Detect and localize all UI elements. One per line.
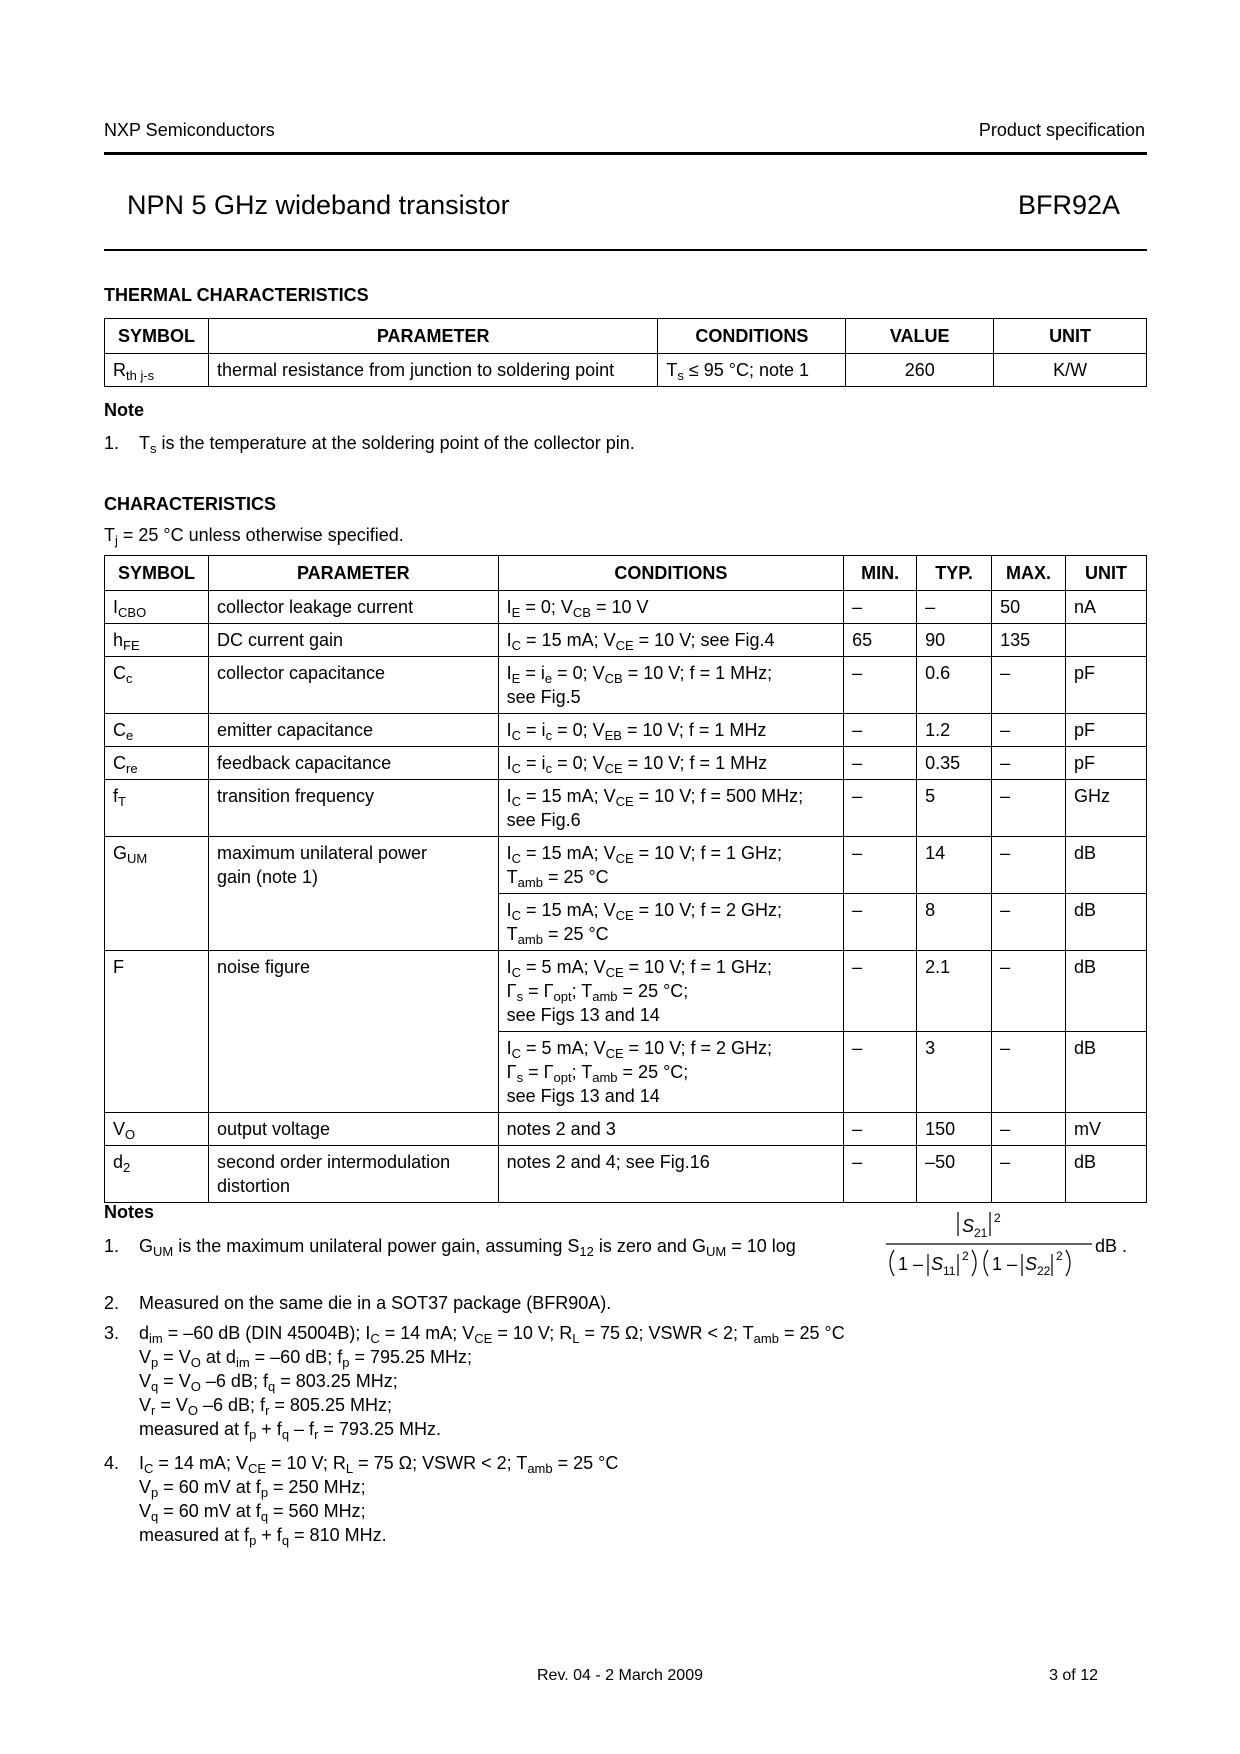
thermal-table	[104, 318, 1147, 387]
table-row-f	[105, 951, 1147, 1032]
symbol-cell: $C_{re}$	[105, 747, 209, 780]
col-unit: UNIT	[994, 319, 1147, 354]
conditions-cell: $I_E = 0$; $V_{CB} = 10$ V	[498, 591, 844, 624]
col-symbol: SYMBOL	[105, 319, 209, 354]
min-cell: –	[844, 780, 917, 837]
svg-text:S: S	[931, 1254, 944, 1274]
notes-heading: Notes	[104, 1202, 155, 1222]
typ-cell: 5	[917, 780, 992, 837]
svg-text:2: 2	[994, 1211, 1001, 1225]
table-row-gum	[105, 837, 1147, 894]
svg-text:S: S	[962, 1216, 975, 1236]
conditions-cell: $I_C = 15$ mA; $V_{CE} = 10$ V; f = 2 GHz; $T_{amb} = 25$ °C	[498, 894, 844, 951]
symbol-cell: F	[105, 951, 209, 1113]
min-cell: –	[844, 1146, 917, 1203]
symbol-cell: $C_e$	[105, 714, 209, 747]
table-row-vo	[105, 1113, 1147, 1146]
characteristics-header-row	[105, 556, 1147, 591]
conditions-cell: $I_E = i_e = 0$; $V_{CB} = 10$ V; f = 1 MHz; see Fig.5	[498, 657, 844, 714]
table-row-cre	[105, 747, 1147, 780]
table-row	[105, 354, 1147, 387]
note-2-text: Measured on the same die in a SOT37 package (BFR90A).	[139, 1293, 612, 1313]
min-cell: –	[844, 747, 917, 780]
typ-cell: 0.6	[917, 657, 992, 714]
max-cell: 135	[992, 624, 1066, 657]
unit-cell: dB	[1066, 837, 1147, 894]
max-cell: –	[992, 1146, 1066, 1203]
typ-cell: 150	[917, 1113, 992, 1146]
col-parameter: PARAMETER	[208, 319, 657, 354]
footer-page-number: 3 of 12	[1049, 1667, 1098, 1684]
note-4-number: 4.	[104, 1453, 120, 1473]
parameter-cell: second order intermodulation distortion	[208, 1146, 498, 1203]
unit-cell: dB	[1066, 1146, 1147, 1203]
min-cell: –	[844, 837, 917, 894]
svg-text:2: 2	[962, 1249, 969, 1263]
min-cell: –	[844, 894, 917, 951]
col-typ: TYP.	[917, 556, 992, 591]
unit-cell: pF	[1066, 657, 1147, 714]
note-1-unit: dB .	[1095, 1236, 1128, 1256]
note-2-number: 2.	[104, 1293, 120, 1313]
min-cell: 65	[844, 624, 917, 657]
thermal-heading: THERMAL CHARACTERISTICS	[104, 285, 369, 305]
conditions-cell: $I_C = 15$ mA; $V_{CE} = 10$ V; see Fig.4	[498, 624, 844, 657]
max-cell: –	[992, 1113, 1066, 1146]
col-min: MIN.	[844, 556, 917, 591]
unit-cell: dB	[1066, 1032, 1147, 1113]
gum-fraction-graphic	[884, 1208, 1124, 1288]
note-1-number: 1.	[104, 1236, 120, 1256]
svg-text:S: S	[1025, 1254, 1038, 1274]
table-row-icbo	[105, 591, 1147, 624]
conditions-cell: notes 2 and 4; see Fig.16	[498, 1146, 844, 1203]
note-3-text: $d_{im} = -60$ dB (DIN 45004B); $I_C = 14$ mA; $V_{CE} = 10$ V; $R_L = 75$ Ω; VSWR < 2; $T_{amb} = 25$ °C $V_p = V_O$ at $d_{im} = -60$ dB; $f_p = 795.25$ MHz; $V_q = V_O$ –6 dB; $f_q = 803.25$ MHz; $V_r = V_O$ –6 dB; $f_r = 805.25$ MHz; measured at $f_p + f_q - f_r = 793.25$ MHz.	[139, 1323, 845, 1442]
title-rule	[104, 249, 1147, 251]
gum-formula	[884, 1208, 1124, 1293]
min-cell: –	[844, 1113, 917, 1146]
table-row-hfe	[105, 624, 1147, 657]
min-cell: –	[844, 714, 917, 747]
note-1-text: $G_{UM}$ is the maximum unilateral power gain, assuming $S_{12}$ is zero and $G_{UM} = 10$ log	[139, 1236, 796, 1259]
thermal-note-number: 1.	[104, 433, 120, 453]
max-cell: –	[992, 747, 1066, 780]
min-cell: –	[844, 591, 917, 624]
unit-cell: mV	[1066, 1113, 1147, 1146]
conditions-cell: $I_C = 15$ mA; $V_{CE} = 10$ V; f = 1 GHz; $T_{amb} = 25$ °C	[498, 837, 844, 894]
thermal-note-text: $T_s$ is the temperature at the soldering point of the collector pin.	[139, 433, 635, 456]
parameter-cell: thermal resistance from junction to soldering point	[208, 354, 657, 387]
col-symbol: SYMBOL	[105, 556, 209, 591]
max-cell: –	[992, 657, 1066, 714]
unit-cell: pF	[1066, 747, 1147, 780]
conditions-cell: $T_s \le 95$ °C; note 1	[658, 354, 846, 387]
header-rule	[104, 152, 1147, 155]
thermal-note-heading: Note	[104, 400, 144, 420]
parameter-cell: collector leakage current	[208, 591, 498, 624]
conditions-cell: notes 2 and 3	[498, 1113, 844, 1146]
unit-cell: pF	[1066, 714, 1147, 747]
typ-cell: 1.2	[917, 714, 992, 747]
note-3-number: 3.	[104, 1323, 120, 1343]
parameter-cell: feedback capacitance	[208, 747, 498, 780]
value-cell: 260	[846, 354, 994, 387]
typ-cell: 0.35	[917, 747, 992, 780]
typ-cell: 3	[917, 1032, 992, 1113]
typ-cell: –	[917, 591, 992, 624]
characteristics-heading: CHARACTERISTICS	[104, 494, 277, 514]
conditions-cell: $I_C = 5$ mA; $V_{CE} = 10$ V; f = 2 GHz; $\Gamma_s = \Gamma_{opt}$; $T_{amb} = 25$ °C; see Figs 13 and 14	[498, 1032, 844, 1113]
conditions-cell: $I_C = i_c = 0$; $V_{CE} = 10$ V; f = 1 MHz	[498, 747, 844, 780]
col-conditions: CONDITIONS	[658, 319, 846, 354]
svg-text:11: 11	[943, 1264, 956, 1278]
characteristics-subtitle: $T_j = 25$ °C unless otherwise specified.	[104, 525, 404, 548]
col-conditions: CONDITIONS	[498, 556, 844, 591]
parameter-cell: emitter capacitance	[208, 714, 498, 747]
conditions-cell: $I_C = i_c = 0$; $V_{EB} = 10$ V; f = 1 MHz	[498, 714, 844, 747]
parameter-cell: maximum unilateral power gain (note 1)	[208, 837, 498, 951]
conditions-cell: $I_C = 5$ mA; $V_{CE} = 10$ V; f = 1 GHz; $\Gamma_s = \Gamma_{opt}$; $T_{amb} = 25$ °C; see Figs 13 and 14	[498, 951, 844, 1032]
col-unit: UNIT	[1066, 556, 1147, 591]
typ-cell: 8	[917, 894, 992, 951]
svg-text:22: 22	[1037, 1264, 1051, 1278]
unit-cell	[1066, 624, 1147, 657]
parameter-cell: collector capacitance	[208, 657, 498, 714]
symbol-cell: $V_O$	[105, 1113, 209, 1146]
min-cell: –	[844, 951, 917, 1032]
symbol-cell: $R_{th j-s}$	[105, 354, 209, 387]
symbol-cell: $C_c$	[105, 657, 209, 714]
note-4-text: $I_C = 14$ mA; $V_{CE} = 10$ V; $R_L = 75$ Ω; VSWR < 2; $T_{amb} = 25$ °C $V_p = 60$ mV at $f_p = 250$ MHz; $V_q = 60$ mV at $f_q = 560$ MHz; measured at $f_p + f_q = 810$ MHz.	[139, 1453, 619, 1548]
typ-cell: 2.1	[917, 951, 992, 1032]
footer-revision: Rev. 04 - 2 March 2009	[536, 1667, 703, 1684]
typ-cell: 14	[917, 837, 992, 894]
typ-cell: 90	[917, 624, 992, 657]
col-value: VALUE	[846, 319, 994, 354]
max-cell: –	[992, 837, 1066, 894]
parameter-cell: transition frequency	[208, 780, 498, 837]
unit-cell: dB	[1066, 951, 1147, 1032]
svg-text:1 –: 1 –	[898, 1254, 924, 1274]
typ-cell: –50	[917, 1146, 992, 1203]
parameter-cell: DC current gain	[208, 624, 498, 657]
symbol-cell: $f_T$	[105, 780, 209, 837]
parameter-cell: output voltage	[208, 1113, 498, 1146]
max-cell: 50	[992, 591, 1066, 624]
parameter-cell: noise figure	[208, 951, 498, 1113]
symbol-cell: $h_{FE}$	[105, 624, 209, 657]
table-row-ce	[105, 714, 1147, 747]
characteristics-table	[104, 555, 1147, 1203]
svg-text:1 –: 1 –	[992, 1254, 1018, 1274]
thermal-header-row	[105, 319, 1147, 354]
max-cell: –	[992, 714, 1066, 747]
part-number: BFR92A	[1017, 190, 1120, 220]
symbol-cell: $G_{UM}$	[105, 837, 209, 951]
conditions-cell: $I_C = 15$ mA; $V_{CE} = 10$ V; f = 500 MHz; see Fig.6	[498, 780, 844, 837]
svg-text:21: 21	[974, 1226, 988, 1240]
unit-cell: K/W	[994, 354, 1147, 387]
product-name: NPN 5 GHz wideband transistor	[127, 190, 510, 220]
col-max: MAX.	[992, 556, 1066, 591]
max-cell: –	[992, 894, 1066, 951]
svg-text:2: 2	[1056, 1249, 1063, 1263]
unit-cell: GHz	[1066, 780, 1147, 837]
max-cell: –	[992, 951, 1066, 1032]
doc-type: Product specification	[978, 120, 1145, 140]
col-parameter: PARAMETER	[208, 556, 498, 591]
min-cell: –	[844, 1032, 917, 1113]
symbol-cell: $I_{CBO}$	[105, 591, 209, 624]
max-cell: –	[992, 1032, 1066, 1113]
table-row-d2	[105, 1146, 1147, 1203]
unit-cell: nA	[1066, 591, 1147, 624]
unit-cell: dB	[1066, 894, 1147, 951]
min-cell: –	[844, 657, 917, 714]
max-cell: –	[992, 780, 1066, 837]
table-row-cc	[105, 657, 1147, 714]
company-name: NXP Semiconductors	[104, 120, 275, 140]
symbol-cell: $d_2$	[105, 1146, 209, 1203]
table-row-ft	[105, 780, 1147, 837]
